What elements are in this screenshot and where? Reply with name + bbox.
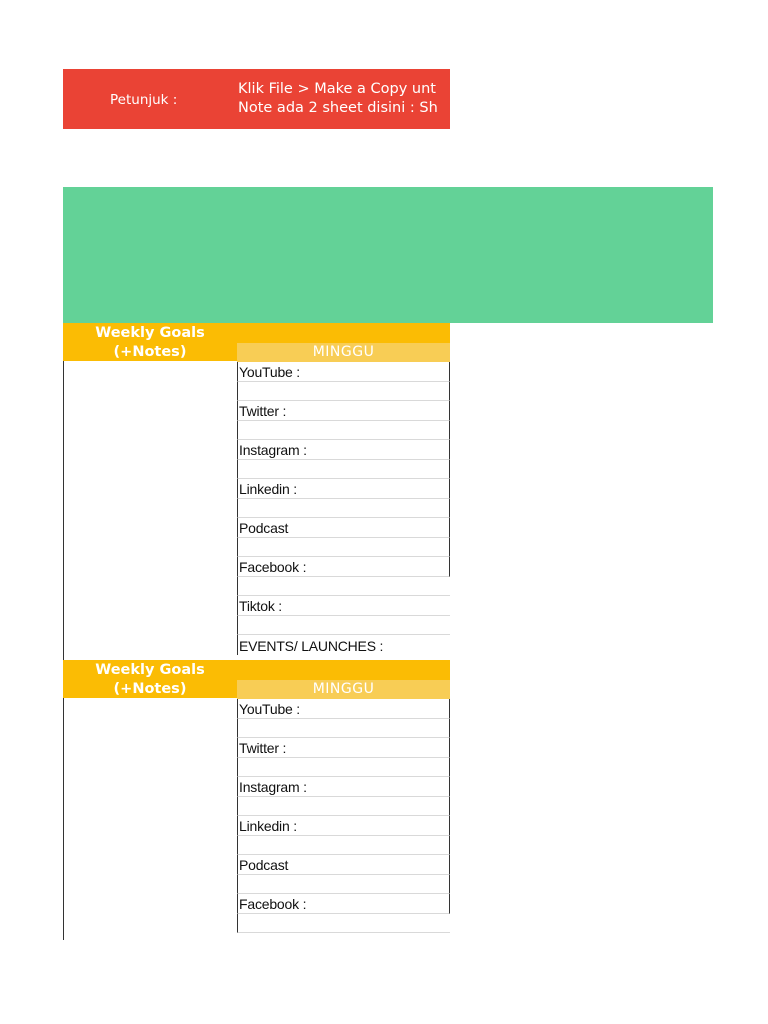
weekly-goals-title-line-2: (+Notes)	[113, 344, 187, 360]
note-row[interactable]	[237, 577, 450, 597]
note-row[interactable]	[237, 875, 450, 895]
instructions-line-1: Klik File > Make a Copy unt	[238, 81, 436, 97]
channel-row[interactable]	[237, 699, 450, 719]
note-row[interactable]	[237, 382, 450, 402]
channel-row[interactable]	[237, 855, 450, 875]
instructions-line-2: Note ada 2 sheet disini : Sh	[238, 100, 438, 116]
channel-label: Twitter :	[239, 739, 287, 756]
channel-label: Instagram :	[239, 441, 307, 458]
note-row[interactable]	[237, 758, 450, 778]
note-row[interactable]	[237, 719, 450, 739]
channel-rows	[237, 699, 450, 933]
channel-row[interactable]	[237, 401, 450, 421]
weekly-goals-header	[63, 660, 450, 698]
note-row[interactable]	[237, 421, 450, 441]
day-header-minggu: MINGGU	[237, 680, 450, 699]
events-label: EVENTS/ LAUNCHES :	[239, 637, 384, 654]
channel-label: Podcast	[239, 519, 289, 536]
channel-row[interactable]	[237, 596, 450, 616]
weekly-goals-title	[63, 661, 237, 699]
goals-column-border	[63, 698, 64, 940]
channel-row[interactable]	[237, 362, 450, 382]
channel-row[interactable]	[237, 440, 450, 460]
channel-row[interactable]	[237, 816, 450, 836]
goals-column-border	[63, 361, 64, 660]
channel-rows	[237, 362, 450, 655]
weekly-goals-title-line-2: (+Notes)	[113, 681, 187, 697]
events-row[interactable]	[237, 635, 450, 655]
channel-label: Linkedin :	[239, 480, 297, 497]
day-header-minggu: MINGGU	[237, 343, 450, 362]
note-row[interactable]	[237, 499, 450, 519]
note-row[interactable]	[237, 538, 450, 558]
header-band	[63, 187, 713, 323]
channel-row[interactable]	[237, 894, 450, 914]
channel-label: Facebook :	[239, 895, 307, 912]
weekly-goals-title-line-1: Weekly Goals	[95, 325, 205, 341]
note-row[interactable]	[237, 616, 450, 636]
note-row[interactable]	[237, 836, 450, 856]
weekly-goals-header	[63, 323, 450, 361]
note-row[interactable]	[237, 914, 450, 934]
channel-label: Linkedin :	[239, 817, 297, 834]
channel-label: Instagram :	[239, 778, 307, 795]
channel-row[interactable]	[237, 479, 450, 499]
channel-label: YouTube :	[239, 700, 300, 717]
instructions-banner	[63, 69, 450, 129]
instructions-label: Petunjuk :	[110, 92, 178, 108]
note-row[interactable]	[237, 460, 450, 480]
channel-row[interactable]	[237, 518, 450, 538]
channel-label: Tiktok :	[239, 597, 282, 614]
channel-label: Podcast	[239, 856, 289, 873]
weekly-goals-title-line-1: Weekly Goals	[95, 662, 205, 678]
weekly-goals-title	[63, 324, 237, 362]
channel-label: Twitter :	[239, 402, 287, 419]
channel-label: Facebook :	[239, 558, 307, 575]
channel-row[interactable]	[237, 777, 450, 797]
channel-row[interactable]	[237, 557, 450, 577]
channel-label: YouTube :	[239, 363, 300, 380]
channel-row[interactable]	[237, 738, 450, 758]
note-row[interactable]	[237, 797, 450, 817]
